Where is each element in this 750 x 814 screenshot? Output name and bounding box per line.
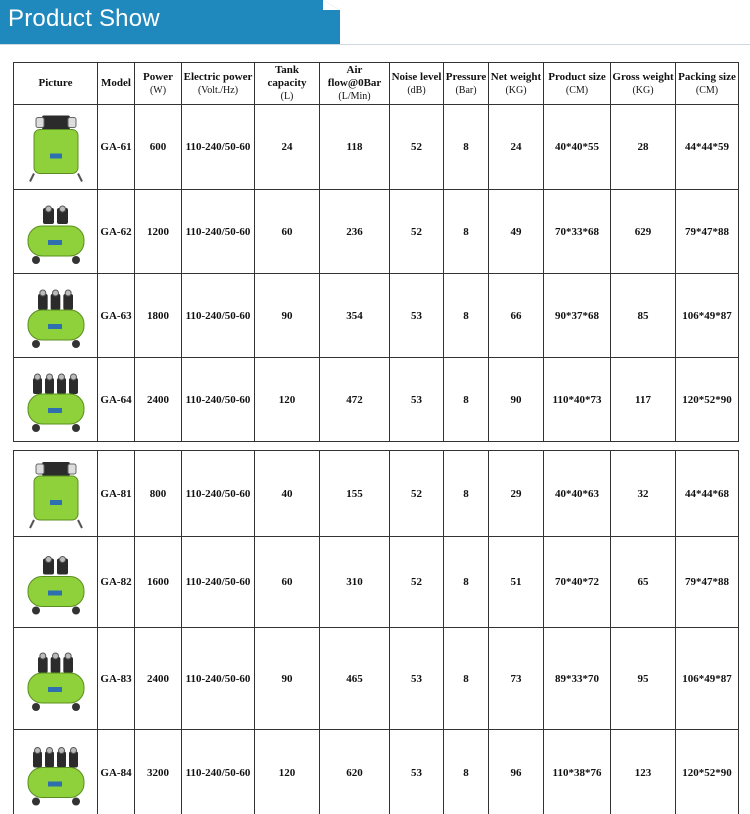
cell-noise-level: 52 — [390, 451, 444, 537]
product-picture — [14, 358, 98, 442]
cell-model: GA-83 — [98, 628, 135, 730]
table-row — [14, 730, 739, 814]
cell-model: GA-62 — [98, 190, 135, 274]
cell-net-weight: 24 — [489, 105, 544, 190]
table-spacer-row — [14, 442, 739, 451]
cell-pressure: 8 — [444, 190, 489, 274]
air-compressor-icon — [20, 363, 92, 437]
header-model: Model — [98, 63, 135, 105]
cell-gross-weight: 85 — [611, 274, 676, 358]
cell-pressure: 8 — [444, 274, 489, 358]
cell-product-size: 70*33*68 — [544, 190, 611, 274]
product-picture — [14, 628, 98, 730]
cell-tank-capacity: 120 — [255, 730, 320, 814]
product-picture — [14, 190, 98, 274]
header-pressure: Pressure (Bar) — [444, 63, 489, 105]
cell-gross-weight: 28 — [611, 105, 676, 190]
cell-pressure: 8 — [444, 628, 489, 730]
cell-noise-level: 53 — [390, 628, 444, 730]
table-row — [14, 274, 739, 358]
banner-title: Product Show — [8, 5, 160, 32]
header-electric-power: Electric power (Volt./Hz) — [182, 63, 255, 105]
header-noise-level: Noise level (dB) — [390, 63, 444, 105]
cell-power: 2400 — [135, 628, 182, 730]
cell-power: 1800 — [135, 274, 182, 358]
air-compressor-icon — [20, 110, 92, 185]
cell-tank-capacity: 120 — [255, 358, 320, 442]
cell-net-weight: 66 — [489, 274, 544, 358]
cell-packing-size: 120*52*90 — [676, 730, 739, 814]
cell-product-size: 40*40*55 — [544, 105, 611, 190]
cell-packing-size: 106*49*87 — [676, 274, 739, 358]
cell-tank-capacity: 40 — [255, 451, 320, 537]
cell-model: GA-64 — [98, 358, 135, 442]
cell-model: GA-61 — [98, 105, 135, 190]
cell-tank-capacity: 90 — [255, 274, 320, 358]
cell-pressure: 8 — [444, 105, 489, 190]
table-row — [14, 628, 739, 730]
cell-noise-level: 53 — [390, 358, 444, 442]
product-picture — [14, 451, 98, 537]
cell-model: GA-81 — [98, 451, 135, 537]
cell-power: 3200 — [135, 730, 182, 814]
cell-electric-power: 110-240/50-60 — [182, 730, 255, 814]
table-header-row — [14, 63, 739, 105]
product-picture — [14, 537, 98, 628]
air-compressor-icon — [20, 633, 92, 725]
air-compressor-icon — [20, 542, 92, 623]
air-compressor-icon — [20, 456, 92, 532]
product-picture — [14, 105, 98, 190]
cell-power: 1200 — [135, 190, 182, 274]
cell-product-size: 40*40*63 — [544, 451, 611, 537]
cell-power: 1600 — [135, 537, 182, 628]
header-air-flow: Air flow@0Bar (L/Min) — [320, 63, 390, 105]
cell-gross-weight: 117 — [611, 358, 676, 442]
product-picture — [14, 274, 98, 358]
table-row — [14, 358, 739, 442]
cell-noise-level: 52 — [390, 190, 444, 274]
cell-air-flow: 620 — [320, 730, 390, 814]
cell-tank-capacity: 60 — [255, 537, 320, 628]
cell-gross-weight: 95 — [611, 628, 676, 730]
cell-net-weight: 29 — [489, 451, 544, 537]
cell-gross-weight: 65 — [611, 537, 676, 628]
product-spec-table — [13, 62, 739, 814]
cell-product-size: 90*37*68 — [544, 274, 611, 358]
cell-power: 800 — [135, 451, 182, 537]
table-row — [14, 190, 739, 274]
air-compressor-icon — [20, 279, 92, 353]
cell-air-flow: 472 — [320, 358, 390, 442]
header-power: Power (W) — [135, 63, 182, 105]
cell-noise-level: 53 — [390, 274, 444, 358]
cell-noise-level: 53 — [390, 730, 444, 814]
product-show-banner — [0, 0, 340, 45]
cell-packing-size: 120*52*90 — [676, 358, 739, 442]
cell-net-weight: 51 — [489, 537, 544, 628]
air-compressor-icon — [20, 735, 92, 812]
cell-air-flow: 155 — [320, 451, 390, 537]
cell-electric-power: 110-240/50-60 — [182, 628, 255, 730]
cell-model: GA-82 — [98, 537, 135, 628]
table-row — [14, 105, 739, 190]
cell-packing-size: 79*47*88 — [676, 537, 739, 628]
cell-net-weight: 90 — [489, 358, 544, 442]
table-body — [14, 105, 739, 814]
cell-net-weight: 49 — [489, 190, 544, 274]
cell-packing-size: 106*49*87 — [676, 628, 739, 730]
table-row — [14, 451, 739, 537]
cell-pressure: 8 — [444, 537, 489, 628]
banner-divider — [0, 44, 750, 45]
cell-pressure: 8 — [444, 730, 489, 814]
cell-electric-power: 110-240/50-60 — [182, 190, 255, 274]
table-row — [14, 537, 739, 628]
cell-packing-size: 44*44*59 — [676, 105, 739, 190]
cell-model: GA-84 — [98, 730, 135, 814]
header-picture: Picture — [14, 63, 98, 105]
header-net-weight: Net weight (KG) — [489, 63, 544, 105]
cell-noise-level: 52 — [390, 537, 444, 628]
cell-product-size: 110*38*76 — [544, 730, 611, 814]
header-gross-weight: Gross weight (KG) — [611, 63, 676, 105]
cell-gross-weight: 123 — [611, 730, 676, 814]
cell-pressure: 8 — [444, 358, 489, 442]
cell-electric-power: 110-240/50-60 — [182, 358, 255, 442]
header-packing-size: Packing size (CM) — [676, 63, 739, 105]
header-tank-capacity: Tank capacity (L) — [255, 63, 320, 105]
cell-product-size: 110*40*73 — [544, 358, 611, 442]
header-product-size: Product size (CM) — [544, 63, 611, 105]
cell-air-flow: 236 — [320, 190, 390, 274]
air-compressor-icon — [20, 195, 92, 269]
cell-tank-capacity: 90 — [255, 628, 320, 730]
cell-tank-capacity: 60 — [255, 190, 320, 274]
cell-electric-power: 110-240/50-60 — [182, 105, 255, 190]
cell-packing-size: 44*44*68 — [676, 451, 739, 537]
cell-noise-level: 52 — [390, 105, 444, 190]
cell-air-flow: 354 — [320, 274, 390, 358]
cell-power: 2400 — [135, 358, 182, 442]
cell-gross-weight: 32 — [611, 451, 676, 537]
cell-electric-power: 110-240/50-60 — [182, 274, 255, 358]
cell-tank-capacity: 24 — [255, 105, 320, 190]
cell-air-flow: 310 — [320, 537, 390, 628]
cell-product-size: 89*33*70 — [544, 628, 611, 730]
cell-net-weight: 96 — [489, 730, 544, 814]
cell-electric-power: 110-240/50-60 — [182, 451, 255, 537]
cell-packing-size: 79*47*88 — [676, 190, 739, 274]
product-picture — [14, 730, 98, 814]
cell-model: GA-63 — [98, 274, 135, 358]
cell-net-weight: 73 — [489, 628, 544, 730]
cell-power: 600 — [135, 105, 182, 190]
cell-pressure: 8 — [444, 451, 489, 537]
cell-air-flow: 465 — [320, 628, 390, 730]
cell-product-size: 70*40*72 — [544, 537, 611, 628]
cell-electric-power: 110-240/50-60 — [182, 537, 255, 628]
cell-air-flow: 118 — [320, 105, 390, 190]
cell-gross-weight: 629 — [611, 190, 676, 274]
